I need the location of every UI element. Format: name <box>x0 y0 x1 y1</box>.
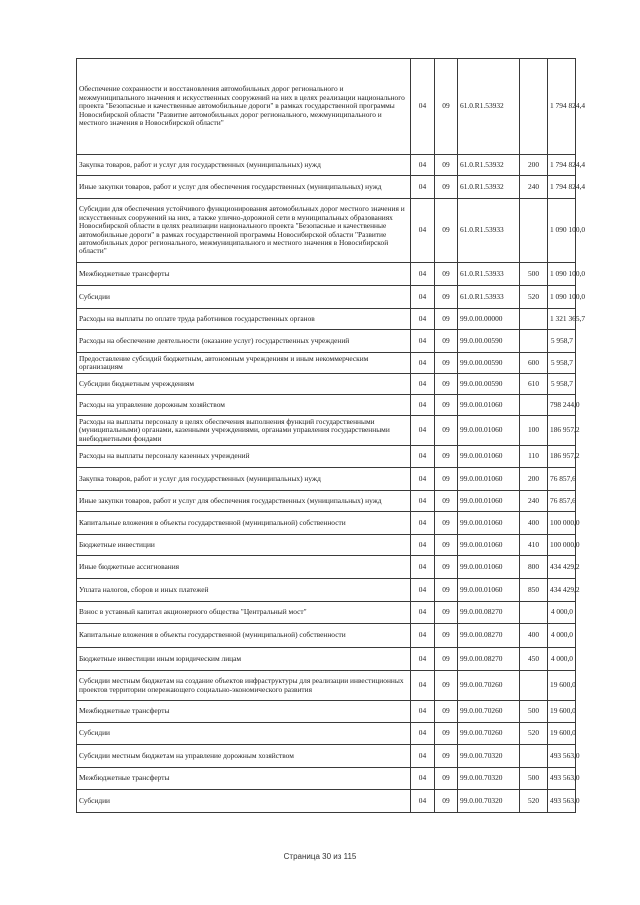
row-expense-type-cell: 110 <box>520 446 548 468</box>
row-subsection-cell: 09 <box>435 648 458 671</box>
row-target-article-cell: 99.0.00.70260 <box>458 671 520 701</box>
row-amount-cell: 434 429,2 <box>548 579 576 602</box>
table-row <box>77 556 576 579</box>
row-target-article-cell: 61.0.R1.53932 <box>458 155 520 176</box>
row-subsection-cell: 09 <box>435 624 458 648</box>
table-row <box>77 395 576 416</box>
row-name-cell: Бюджетные инвестиции иным юридическим лицам <box>77 648 411 671</box>
row-target-article-cell: 99.0.00.08270 <box>458 648 520 671</box>
row-amount-cell: 5 958,7 <box>548 353 576 374</box>
table-body <box>77 59 586 813</box>
row-name-cell: Бюджетные инвестиции <box>77 535 411 556</box>
row-section-cell: 04 <box>411 155 435 176</box>
row-amount-cell: 100 000,0 <box>548 512 576 535</box>
row-target-article-cell: 99.0.00.00590 <box>458 353 520 374</box>
row-target-article-cell: 61.0.R1.53932 <box>458 59 520 155</box>
row-section-cell: 04 <box>411 468 435 491</box>
row-expense-type-cell: 520 <box>520 723 548 745</box>
row-section-cell: 04 <box>411 790 435 813</box>
row-expense-type-cell: 240 <box>520 176 548 199</box>
row-expense-type-cell: 200 <box>520 468 548 491</box>
row-section-cell: 04 <box>411 745 435 768</box>
row-section-cell: 04 <box>411 701 435 723</box>
page-number: Страница 30 из 115 <box>283 852 357 861</box>
table-row <box>77 624 576 648</box>
row-target-article-cell: 99.0.00.01060 <box>458 556 520 579</box>
row-amount-cell: 76 857,6 <box>548 491 576 512</box>
row-name-cell: Субсидии бюджетным учреждениям <box>77 374 411 395</box>
row-expense-type-cell <box>520 309 548 330</box>
row-amount-cell: 798 244,0 <box>548 395 576 416</box>
row-expense-type-cell <box>520 671 548 701</box>
row-name-cell: Субсидии <box>77 723 411 745</box>
budget-table <box>76 58 586 813</box>
row-expense-type-cell: 400 <box>520 624 548 648</box>
row-amount-cell: 5 958,7 <box>548 330 576 353</box>
table-row <box>77 768 576 790</box>
row-amount-cell: 1 090 100,0 <box>548 286 576 309</box>
row-section-cell: 04 <box>411 263 435 286</box>
row-expense-type-cell: 600 <box>520 353 548 374</box>
table-row <box>77 745 576 768</box>
row-name-cell: Расходы на выплаты персоналу казенных учреждений <box>77 446 411 468</box>
row-name-cell: Капитальные вложения в объекты государственной (муниципальной) собственности <box>77 512 411 535</box>
row-subsection-cell: 09 <box>435 723 458 745</box>
row-subsection-cell: 09 <box>435 199 458 263</box>
row-expense-type-cell: 500 <box>520 263 548 286</box>
row-target-article-cell: 99.0.00.70320 <box>458 745 520 768</box>
row-subsection-cell: 09 <box>435 579 458 602</box>
row-amount-cell: 76 857,6 <box>548 468 576 491</box>
row-subsection-cell: 09 <box>435 468 458 491</box>
row-expense-type-cell: 200 <box>520 155 548 176</box>
table-row <box>77 263 576 286</box>
row-section-cell: 04 <box>411 309 435 330</box>
table-row <box>77 512 576 535</box>
row-section-cell: 04 <box>411 353 435 374</box>
row-expense-type-cell <box>520 199 548 263</box>
row-expense-type-cell <box>520 59 548 155</box>
row-name-cell: Расходы на управление дорожным хозяйством <box>77 395 411 416</box>
row-subsection-cell: 09 <box>435 446 458 468</box>
row-section-cell: 04 <box>411 286 435 309</box>
row-name-cell: Субсидии местным бюджетам на управление дорожным хозяйством <box>77 745 411 768</box>
row-subsection-cell: 09 <box>435 353 458 374</box>
row-name-cell: Иные закупки товаров, работ и услуг для обеспечения государственных (муниципальных) нужд <box>77 176 411 199</box>
table-row <box>77 535 576 556</box>
row-target-article-cell: 61.0.R1.53933 <box>458 263 520 286</box>
row-subsection-cell: 09 <box>435 286 458 309</box>
row-target-article-cell: 99.0.00.00000 <box>458 309 520 330</box>
row-subsection-cell: 09 <box>435 701 458 723</box>
row-name-cell: Взнос в уставный капитал акционерного общества "Центральный мост" <box>77 602 411 624</box>
row-expense-type-cell <box>520 395 548 416</box>
row-amount-cell: 4 000,0 <box>548 648 576 671</box>
row-amount-cell: 493 563,0 <box>548 745 576 768</box>
table-row <box>77 59 576 155</box>
row-name-cell: Субсидии <box>77 790 411 813</box>
table-row <box>77 602 576 624</box>
row-expense-type-cell: 100 <box>520 416 548 446</box>
row-amount-cell: 100 000,0 <box>548 535 576 556</box>
table-row <box>77 199 576 263</box>
row-subsection-cell: 09 <box>435 263 458 286</box>
row-name-cell: Расходы на выплаты по оплате труда работников государственных органов <box>77 309 411 330</box>
row-name-cell: Закупка товаров, работ и услуг для государственных (муниципальных) нужд <box>77 468 411 491</box>
row-name-cell: Закупка товаров, работ и услуг для государственных (муниципальных) нужд <box>77 155 411 176</box>
table-row <box>77 416 576 446</box>
row-expense-type-cell: 500 <box>520 768 548 790</box>
row-subsection-cell: 09 <box>435 395 458 416</box>
table-row <box>77 468 576 491</box>
row-section-cell: 04 <box>411 59 435 155</box>
row-amount-cell: 1 321 365,7 <box>548 309 576 330</box>
row-section-cell: 04 <box>411 556 435 579</box>
row-subsection-cell: 09 <box>435 330 458 353</box>
row-expense-type-cell: 520 <box>520 286 548 309</box>
row-amount-cell: 19 600,0 <box>548 671 576 701</box>
row-target-article-cell: 99.0.00.01060 <box>458 535 520 556</box>
row-amount-cell: 4 000,0 <box>548 602 576 624</box>
row-target-article-cell: 99.0.00.08270 <box>458 624 520 648</box>
row-section-cell: 04 <box>411 491 435 512</box>
row-section-cell: 04 <box>411 624 435 648</box>
row-subsection-cell: 09 <box>435 790 458 813</box>
row-target-article-cell: 99.0.00.70320 <box>458 768 520 790</box>
table-row <box>77 446 576 468</box>
row-name-cell: Предоставление субсидий бюджетным, автономным учреждениям и иным некоммерческим организациям <box>77 353 411 374</box>
table-row <box>77 579 576 602</box>
table-row <box>77 671 576 701</box>
row-expense-type-cell: 450 <box>520 648 548 671</box>
table-row <box>77 176 576 199</box>
row-subsection-cell: 09 <box>435 535 458 556</box>
row-section-cell: 04 <box>411 768 435 790</box>
row-target-article-cell: 61.0.R1.53933 <box>458 286 520 309</box>
row-expense-type-cell: 520 <box>520 790 548 813</box>
row-name-cell: Уплата налогов, сборов и иных платежей <box>77 579 411 602</box>
row-subsection-cell: 09 <box>435 556 458 579</box>
table-row <box>77 309 576 330</box>
row-section-cell: 04 <box>411 535 435 556</box>
row-amount-cell: 1 794 824,4 <box>548 155 576 176</box>
row-target-article-cell: 99.0.00.01060 <box>458 512 520 535</box>
row-target-article-cell: 99.0.00.01060 <box>458 416 520 446</box>
table-row <box>77 491 576 512</box>
row-amount-cell: 434 429,2 <box>548 556 576 579</box>
row-amount-cell: 1 794 824,4 <box>548 176 576 199</box>
table-row <box>77 286 576 309</box>
row-target-article-cell: 99.0.00.08270 <box>458 602 520 624</box>
row-name-cell: Расходы на выплаты персоналу в целях обеспечения выполнения функций государственными (муниципальными) органами, казенными учреждениями, органами управления государственными внебюджетными фондами <box>77 416 411 446</box>
row-target-article-cell: 99.0.00.01060 <box>458 491 520 512</box>
row-amount-cell: 1 090 100,0 <box>548 199 576 263</box>
row-name-cell: Межбюджетные трансферты <box>77 263 411 286</box>
row-section-cell: 04 <box>411 199 435 263</box>
row-expense-type-cell: 400 <box>520 512 548 535</box>
row-amount-cell: 186 957,2 <box>548 446 576 468</box>
row-amount-cell: 493 563,0 <box>548 790 576 813</box>
row-name-cell: Межбюджетные трансферты <box>77 768 411 790</box>
row-expense-type-cell: 610 <box>520 374 548 395</box>
row-name-cell: Иные бюджетные ассигнования <box>77 556 411 579</box>
row-name-cell: Субсидии <box>77 286 411 309</box>
row-name-cell: Субсидии местным бюджетам на создание объектов инфраструктуры для реализации инвестиционных проектов территории опережающего социально-экономического развития <box>77 671 411 701</box>
row-section-cell: 04 <box>411 512 435 535</box>
row-section-cell: 04 <box>411 602 435 624</box>
row-section-cell: 04 <box>411 330 435 353</box>
table-row <box>77 330 576 353</box>
row-subsection-cell: 09 <box>435 491 458 512</box>
row-amount-cell: 493 563,0 <box>548 768 576 790</box>
row-subsection-cell: 09 <box>435 671 458 701</box>
row-subsection-cell: 09 <box>435 59 458 155</box>
table-row <box>77 790 576 813</box>
row-expense-type-cell: 240 <box>520 491 548 512</box>
row-amount-cell: 19 600,0 <box>548 723 576 745</box>
row-name-cell: Капитальные вложения в объекты государственной (муниципальной) собственности <box>77 624 411 648</box>
row-expense-type-cell: 410 <box>520 535 548 556</box>
row-amount-cell: 5 958,7 <box>548 374 576 395</box>
row-subsection-cell: 09 <box>435 176 458 199</box>
row-expense-type-cell <box>520 745 548 768</box>
row-subsection-cell: 09 <box>435 374 458 395</box>
row-subsection-cell: 09 <box>435 745 458 768</box>
row-target-article-cell: 99.0.00.00590 <box>458 374 520 395</box>
row-subsection-cell: 09 <box>435 602 458 624</box>
row-target-article-cell: 61.0.R1.53932 <box>458 176 520 199</box>
row-target-article-cell: 99.0.00.01060 <box>458 468 520 491</box>
row-target-article-cell: 99.0.00.01060 <box>458 579 520 602</box>
row-name-cell: Межбюджетные трансферты <box>77 701 411 723</box>
row-subsection-cell: 09 <box>435 768 458 790</box>
row-target-article-cell: 99.0.00.70260 <box>458 723 520 745</box>
row-section-cell: 04 <box>411 395 435 416</box>
row-section-cell: 04 <box>411 374 435 395</box>
row-section-cell: 04 <box>411 723 435 745</box>
row-section-cell: 04 <box>411 416 435 446</box>
row-target-article-cell: 99.0.00.01060 <box>458 395 520 416</box>
row-name-cell: Субсидии для обеспечения устойчивого функционирования автомобильных дорог местного значения и искусственных сооружений на них, а также улично-дорожной сети в муниципальных образованиях Новосибирской области в целях реализации национального проекта "Безопасные и качественные автомобильные дороги" в рамках государственной программы Новосибирской области "Развитие автомобильных дорог регионального, межмуниципального и местного значения в Новосибирской области" <box>77 199 411 263</box>
row-target-article-cell: 99.0.00.70260 <box>458 701 520 723</box>
row-section-cell: 04 <box>411 446 435 468</box>
table-row <box>77 155 576 176</box>
row-section-cell: 04 <box>411 648 435 671</box>
row-target-article-cell: 61.0.R1.53933 <box>458 199 520 263</box>
row-expense-type-cell <box>520 330 548 353</box>
row-expense-type-cell: 500 <box>520 701 548 723</box>
row-amount-cell: 186 957,2 <box>548 416 576 446</box>
row-amount-cell: 1 090 100,0 <box>548 263 576 286</box>
row-section-cell: 04 <box>411 579 435 602</box>
row-target-article-cell: 99.0.00.01060 <box>458 446 520 468</box>
row-subsection-cell: 09 <box>435 155 458 176</box>
row-name-cell: Расходы на обеспечение деятельности (оказание услуг) государственных учреждений <box>77 330 411 353</box>
row-amount-cell: 19 600,0 <box>548 701 576 723</box>
row-expense-type-cell <box>520 602 548 624</box>
table-row <box>77 374 576 395</box>
table-row <box>77 648 576 671</box>
row-amount-cell: 4 000,0 <box>548 624 576 648</box>
table-row <box>77 701 576 723</box>
row-amount-cell: 1 794 824,4 <box>548 59 576 155</box>
table-row <box>77 723 576 745</box>
row-expense-type-cell: 850 <box>520 579 548 602</box>
row-subsection-cell: 09 <box>435 416 458 446</box>
row-section-cell: 04 <box>411 671 435 701</box>
row-expense-type-cell: 800 <box>520 556 548 579</box>
row-name-cell: Обеспечение сохранности и восстановления автомобильных дорог регионального и межмуниципального значения и искусственных сооружений на них в целях реализации национального проекта "Безопасные и качественные автомобильные дороги" в рамках государственной программы Новосибирской области "Развитие автомобильных дорог регионального, межмуниципального и местного значения в Новосибирской области" <box>77 59 411 155</box>
row-target-article-cell: 99.0.00.70320 <box>458 790 520 813</box>
table-row <box>77 353 576 374</box>
row-subsection-cell: 09 <box>435 309 458 330</box>
row-subsection-cell: 09 <box>435 512 458 535</box>
row-section-cell: 04 <box>411 176 435 199</box>
row-name-cell: Иные закупки товаров, работ и услуг для обеспечения государственных (муниципальных) нужд <box>77 491 411 512</box>
row-target-article-cell: 99.0.00.00590 <box>458 330 520 353</box>
